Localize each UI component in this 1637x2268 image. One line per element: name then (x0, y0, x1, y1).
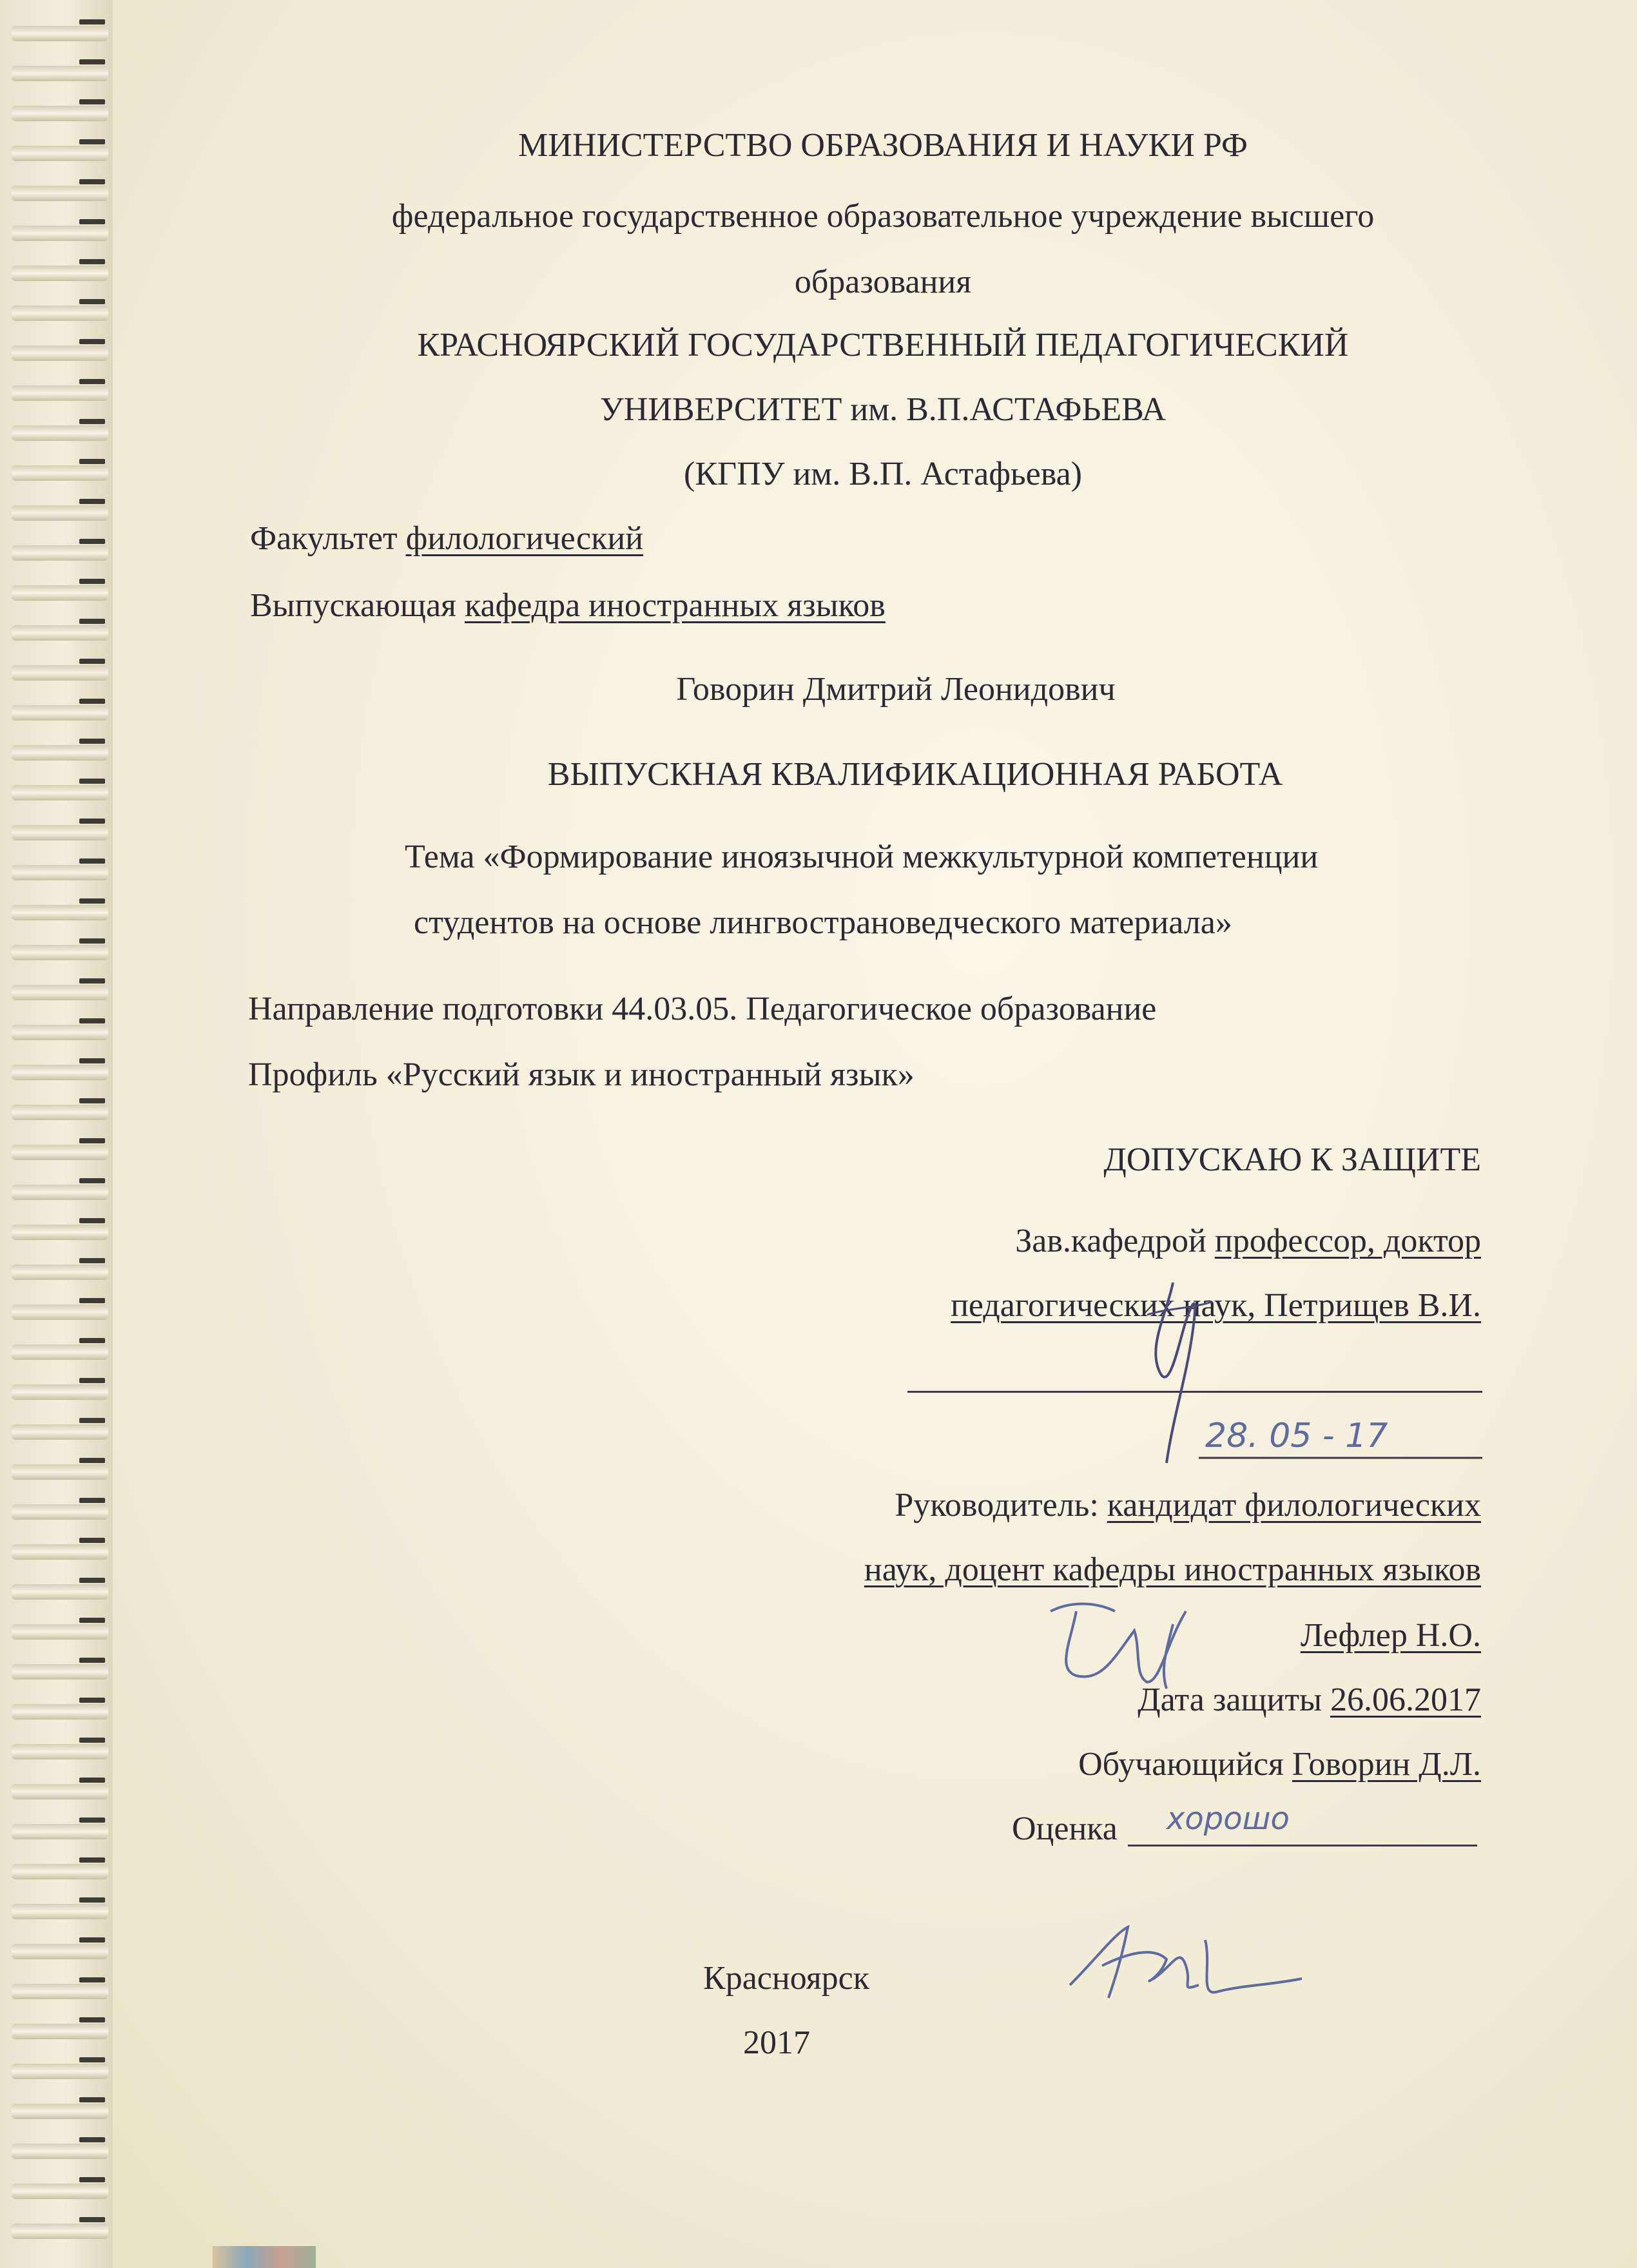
binding-ring (12, 1664, 108, 1680)
binding-ring (12, 665, 108, 681)
binding-ring (12, 345, 108, 361)
university-name-line2: УНИВЕРСИТЕТ им. В.П.АСТАФЬЕВА (599, 391, 1167, 428)
training-profile: Профиль «Русский язык и иностранный язык» (248, 1056, 915, 1093)
head-label: Зав.кафедрой (1015, 1223, 1206, 1259)
city: Красноярск (703, 1960, 869, 1997)
binding-ring (12, 305, 108, 321)
faculty-value: филологический (405, 520, 644, 557)
binding-ring (12, 1185, 108, 1200)
binding-ring (12, 2104, 108, 2119)
approval-date-handwritten (1199, 1411, 1482, 1463)
svg-text:хорошо: хорошо (1167, 1801, 1290, 1837)
defense-label: Дата защиты (1138, 1682, 1322, 1718)
binding-ring (12, 2064, 108, 2079)
defense-date-line (1138, 1681, 1481, 1720)
topic-line2: студентов на основе лингвострановедческого материала» (414, 904, 1232, 941)
defense-value: 26.06.2017 (1330, 1682, 1481, 1718)
supervisor-signature (1038, 1585, 1212, 1695)
binding-ring (12, 1504, 108, 1520)
spiral-binding (0, 0, 113, 2268)
university-name-line1: КРАСНОЯРСКИЙ ГОСУДАРСТВЕННЫЙ ПЕДАГОГИЧЕСКИЙ (417, 327, 1349, 363)
binding-ring (12, 1384, 108, 1400)
binding-ring (12, 1145, 108, 1160)
binding-ring (12, 945, 108, 960)
binding-ring (12, 1304, 108, 1320)
year: 2017 (743, 2024, 810, 2061)
head-value-line1: профессор, доктор (1214, 1223, 1481, 1259)
institution-type-line1: федеральное государственное образовательное учреждение высшего (391, 198, 1375, 235)
binding-ring (12, 1065, 108, 1080)
binding-ring (12, 1225, 108, 1240)
page-edge-strip (213, 2246, 316, 2268)
binding-ring (12, 1105, 108, 1120)
department-line (250, 586, 886, 625)
topic-line1: Тема «Формирование иноязычной межкультурной компетенции (405, 838, 1319, 875)
supervisor-position: наук, доцент кафедры иностранных языков (864, 1551, 1481, 1588)
binding-ring (12, 985, 108, 1000)
binding-ring (12, 505, 108, 521)
author-name: Говорин Дмитрий Леонидович (676, 671, 1116, 708)
binding-ring (12, 26, 108, 41)
student-value: Говорин Д.Л. (1292, 1746, 1481, 1783)
grade-line (1128, 1845, 1477, 1846)
approval-title: ДОПУСКАЮ К ЗАЩИТЕ (1103, 1141, 1481, 1178)
binding-ring (12, 1984, 108, 1999)
binding-ring (12, 905, 108, 920)
commission-signature (1057, 1908, 1315, 2017)
binding-ring (12, 1744, 108, 1759)
binding-ring (12, 425, 108, 441)
binding-ring (12, 1464, 108, 1480)
binding-ring (12, 865, 108, 880)
faculty-line (250, 519, 643, 558)
binding-ring (12, 745, 108, 761)
binding-ring (12, 545, 108, 561)
grade-label: Оценка (1012, 1810, 1118, 1847)
binding-ring (12, 226, 108, 241)
faculty-label: Факультет (250, 520, 398, 557)
binding-ring (12, 785, 108, 800)
institution-type-line2: образования (794, 264, 972, 300)
binding-ring (12, 1544, 108, 1560)
binding-ring (12, 1624, 108, 1640)
binding-ring (12, 585, 108, 601)
supervisor-name: Лефлер Н.О. (1300, 1617, 1481, 1654)
binding-ring (12, 186, 108, 201)
svg-text:28. 05 - 17: 28. 05 - 17 (1205, 1417, 1388, 1455)
head-value-line2: педагогических наук, Петрищев В.И. (951, 1287, 1481, 1324)
binding-ring (12, 1904, 108, 1919)
binding-ring (12, 1944, 108, 1959)
work-title: ВЫПУСКНАЯ КВАЛИФИКАЦИОННАЯ РАБОТА (547, 756, 1283, 793)
supervisor-label: Руководитель: (895, 1487, 1099, 1524)
binding-ring (12, 266, 108, 281)
supervisor-line1 (895, 1486, 1481, 1525)
binding-ring (12, 2144, 108, 2159)
binding-ring (12, 825, 108, 840)
binding-ring (12, 1025, 108, 1040)
binding-ring (12, 705, 108, 721)
binding-ring (12, 1784, 108, 1799)
binding-ring (12, 2024, 108, 2039)
grade-handwritten (1160, 1798, 1379, 1843)
binding-ring (12, 1704, 108, 1720)
training-direction: Направление подготовки 44.03.05. Педагогическое образование (248, 991, 1157, 1027)
binding-ring (12, 1424, 108, 1440)
binding-ring (12, 106, 108, 121)
binding-ring (12, 1344, 108, 1360)
university-abbreviation: (КГПУ им. В.П. Астафьева) (684, 456, 1082, 492)
binding-ring (12, 2224, 108, 2239)
binding-ring (12, 385, 108, 401)
binding-ring (12, 2184, 108, 2199)
supervisor-degree: кандидат филологических (1107, 1487, 1481, 1524)
head-of-department-line1 (1015, 1222, 1481, 1261)
binding-ring (12, 1824, 108, 1839)
binding-ring (12, 1584, 108, 1600)
binding-ring (12, 66, 108, 81)
department-value: кафедра иностранных языков (464, 587, 886, 624)
binding-ring (12, 465, 108, 481)
student-line (1078, 1745, 1481, 1784)
binding-ring (12, 1265, 108, 1280)
department-label: Выпускающая (250, 587, 456, 624)
binding-ring (12, 1864, 108, 1879)
binding-ring (12, 625, 108, 641)
binding-ring (12, 146, 108, 161)
ministry-heading: МИНИСТЕРСТВО ОБРАЗОВАНИЯ И НАУКИ РФ (518, 127, 1248, 164)
student-label: Обучающийся (1078, 1746, 1284, 1783)
